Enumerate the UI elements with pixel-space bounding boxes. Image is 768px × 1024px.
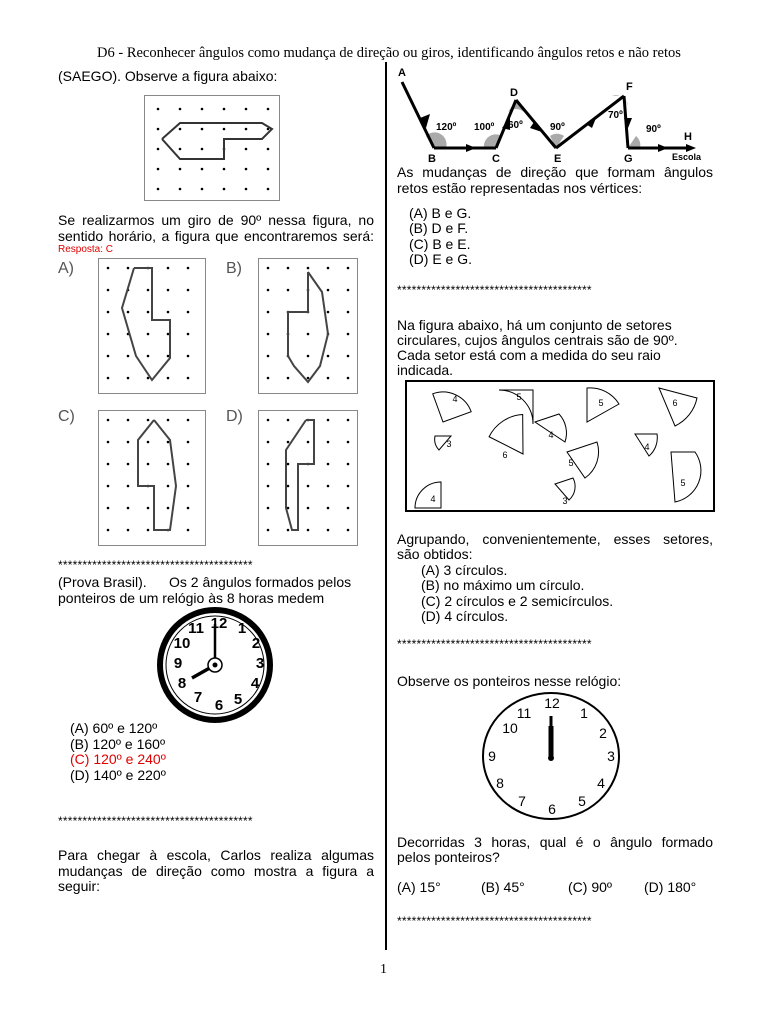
option-b-label: B) [226, 260, 242, 277]
q3-line3: seguir: [58, 878, 101, 894]
q3-option-c[interactable]: (C) B e E. [409, 236, 471, 252]
q1-intro: (SAEGO). Observe a figura abaixo: [58, 68, 278, 84]
q2-clock [156, 606, 274, 724]
q2-clock-num-11: 11 [188, 620, 204, 637]
sector-radius-3: 5 [598, 398, 604, 408]
q5-question-line1: Decorridas 3 horas, qual é o ângulo formado [397, 834, 713, 850]
sector-radius-5: 3 [446, 439, 452, 449]
q1-original-figure [144, 95, 280, 201]
path-point-f: F [626, 81, 633, 93]
q5-intro: Observe os ponteiros nesse relógio: [397, 673, 622, 689]
q4-line4: indicada. [397, 362, 454, 378]
sector-radius-9: 4 [644, 442, 650, 452]
q2-clock-num-3: 3 [255, 655, 265, 672]
q5-clock-num-3: 3 [607, 748, 615, 764]
q4-option-d[interactable]: (D) 4 círculos. [421, 608, 509, 624]
path-point-c: C [492, 153, 500, 164]
q2-clock-num-2: 2 [251, 635, 261, 652]
q5-question-line2: pelos ponteiros? [397, 849, 500, 865]
q5-clock-num-7: 7 [518, 793, 526, 809]
page-header: D6 - Reconhecer ângulos como mudança de direção ou giros, identificando ângulos retos e não retos [97, 45, 681, 61]
option-a-figure [98, 258, 206, 394]
q2-clock-num-1: 1 [237, 620, 247, 637]
q5-option-a[interactable]: (A) 15° [397, 879, 441, 895]
q4-after-line2: são obtidos: [397, 546, 473, 562]
path-angle-b: 120º [436, 122, 457, 133]
path-point-a: A [398, 67, 406, 79]
path-angle-g: 90º [646, 124, 661, 135]
path-point-e: E [554, 153, 562, 164]
path-point-g: G [624, 153, 633, 164]
sector-radius-10: 3 [562, 496, 568, 506]
header-code: D6 [97, 45, 115, 61]
path-point-d: D [510, 87, 518, 99]
q3-line2: mudanças de direção como mostra a figura a [58, 863, 374, 879]
column-divider [385, 62, 387, 950]
path-angle-f: 70º [608, 110, 623, 121]
separator-4: **************************************** [397, 637, 592, 651]
q3-option-d[interactable]: (D) E e G. [409, 251, 473, 267]
sector-radius-12: 5 [680, 478, 686, 488]
q2-clock-num-8: 8 [177, 675, 187, 692]
q1-answer-note: Resposta: C [58, 244, 114, 255]
q5-clock-num-11: 11 [516, 705, 532, 721]
q5-option-d[interactable]: (D) 180° [644, 879, 697, 895]
q3-option-a[interactable]: (A) B e G. [409, 205, 472, 221]
option-d-figure [258, 410, 358, 546]
q2-clock-num-4: 4 [250, 675, 260, 692]
sector-radius-8: 5 [568, 458, 574, 468]
q2-line1-left: (Prova Brasil). [58, 574, 147, 590]
q5-clock [480, 690, 622, 822]
path-angle-d: 60º [508, 120, 523, 131]
header-title: Reconhecer ângulos como mudança de direção ou giros, identificando ângulos retos e não retos [126, 45, 681, 61]
separator-1: **************************************** [58, 558, 253, 572]
q2-clock-num-12: 12 [210, 615, 228, 632]
q5-clock-num-8: 8 [496, 775, 504, 791]
q1-text-line1: Se realizarmos um giro de 90º nessa figura, no [58, 212, 374, 228]
path-angle-e: 90º [550, 122, 565, 133]
q5-clock-num-10: 10 [502, 720, 518, 736]
sector-radius-6: 4 [548, 430, 554, 440]
q4-option-a[interactable]: (A) 3 círculos. [421, 562, 508, 578]
q4-line1: Na figura abaixo, há um conjunto de setores [397, 317, 672, 333]
q4-sectors-figure [405, 380, 715, 512]
sector-radius-2: 5 [516, 392, 522, 402]
option-a-label: A) [58, 260, 74, 277]
q5-clock-num-6: 6 [548, 801, 556, 817]
q2-clock-num-9: 9 [173, 655, 183, 672]
sector-radius-7: 6 [502, 450, 508, 460]
q4-line2: circulares, cujos ângulos centrais são de 90º. [397, 332, 678, 348]
page-number: 1 [380, 962, 387, 977]
q3-question-line1: As mudanças de direção que formam ângulos [397, 164, 713, 180]
q5-clock-num-12: 12 [544, 695, 560, 711]
q5-clock-num-4: 4 [597, 775, 605, 791]
option-d-label: D) [226, 408, 243, 425]
q2-option-a[interactable]: (A) 60º e 120º [70, 720, 158, 736]
q5-clock-num-2: 2 [599, 725, 607, 741]
sector-radius-11: 4 [430, 494, 436, 504]
option-b-figure [258, 258, 358, 394]
q2-line2: ponteiros de um relógio às 8 horas medem [58, 590, 325, 606]
q5-clock-num-5: 5 [578, 793, 586, 809]
option-c-figure [98, 410, 206, 546]
q4-after-line1: Agrupando, convenientemente, esses setores, [397, 531, 713, 547]
q3-option-b[interactable]: (B) D e F. [409, 220, 469, 236]
q2-option-c[interactable]: (C) 120º e 240º [70, 751, 166, 767]
q2-line1-right: Os 2 ângulos formados pelos [169, 574, 352, 590]
sector-radius-1: 4 [452, 394, 458, 404]
q4-option-b[interactable]: (B) no máximo um círculo. [421, 577, 585, 593]
q3-path-figure [396, 66, 716, 164]
q5-clock-num-1: 1 [580, 705, 588, 721]
q4-option-c[interactable]: (C) 2 círculos e 2 semicírculos. [421, 593, 614, 609]
q5-option-b[interactable]: (B) 45° [481, 879, 525, 895]
separator-5: **************************************** [397, 914, 592, 928]
separator-2: **************************************** [58, 814, 253, 828]
q3-question-line2: retos estão representadas nos vértices: [397, 180, 643, 196]
q2-clock-num-5: 5 [233, 691, 243, 708]
q2-option-d[interactable]: (D) 140º e 220º [70, 767, 166, 783]
path-point-h: H [684, 131, 692, 143]
option-c-label: C) [58, 408, 75, 425]
q1-text-line2: sentido horário, a figura que encontraremos será: [58, 228, 374, 244]
separator-3: **************************************** [397, 283, 592, 297]
q4-line3: Cada setor está com a medida do seu raio [397, 347, 661, 363]
q2-option-b[interactable]: (B) 120º e 160º [70, 736, 166, 752]
q2-clock-num-7: 7 [193, 689, 203, 706]
path-point-b: B [428, 153, 436, 164]
path-angle-c: 100º [474, 122, 495, 133]
q3-line1: Para chegar à escola, Carlos realiza algumas [58, 847, 374, 863]
q5-clock-num-9: 9 [488, 748, 496, 764]
q5-option-c[interactable]: (C) 90º [568, 879, 613, 895]
q2-clock-num-6: 6 [214, 697, 224, 714]
path-school-label: Escola [672, 152, 702, 162]
q2-clock-num-10: 10 [173, 635, 191, 652]
sector-radius-4: 6 [672, 398, 678, 408]
